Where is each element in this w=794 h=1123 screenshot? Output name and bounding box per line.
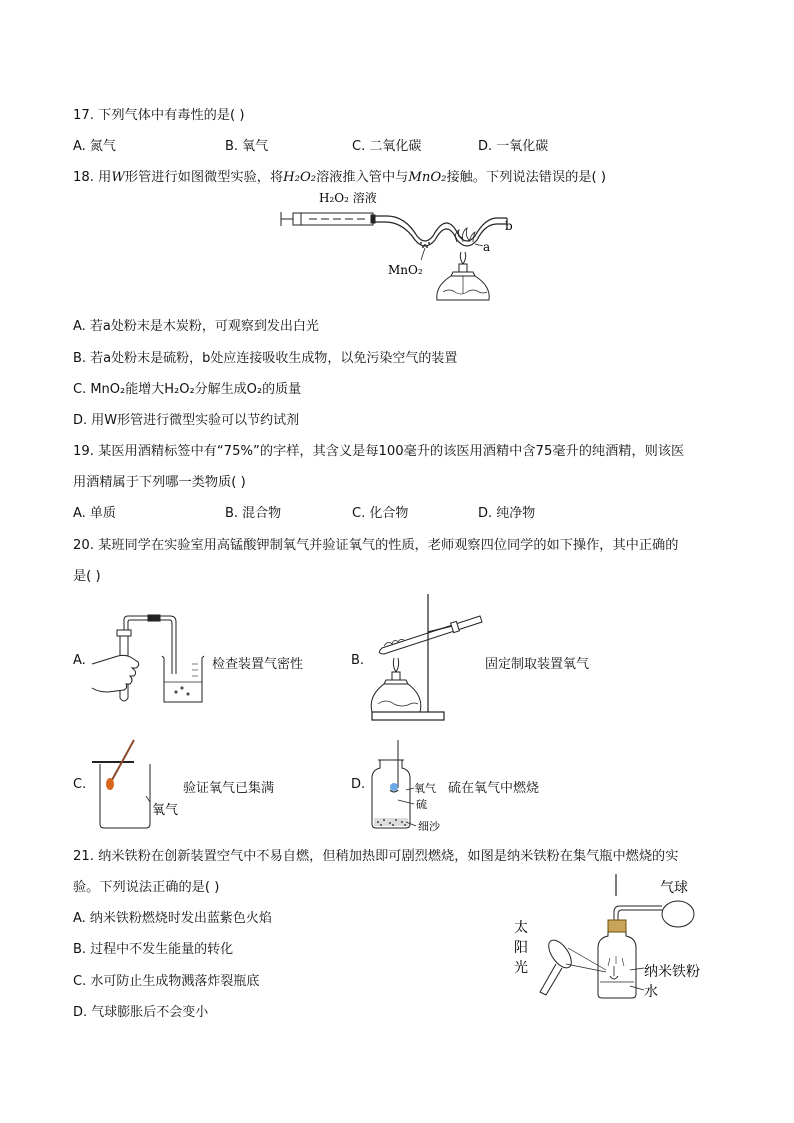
h2o2-solution-label: H₂O₂ 溶液 xyxy=(319,191,377,205)
glowing-splint-icon xyxy=(106,740,134,790)
q19-option-c[interactable]: C. 化合物 xyxy=(352,506,409,521)
label-a: a xyxy=(483,240,491,254)
q19-stem-line1: 19. 某医用酒精标签中有“75%”的字样，其含义是每100毫升的该医用酒精中含75毫升的纯酒精，则该医 xyxy=(73,444,685,459)
q20-option-a-figure xyxy=(88,612,218,707)
slanted-test-tube-icon xyxy=(379,616,482,654)
oxygen-label-d: 氧气 xyxy=(414,782,436,795)
mno2-label: MnO₂ xyxy=(388,263,423,277)
q20-stem-line1: 20. 某班同学在实验室用高锰酸钾制氧气并验证氧气的性质，老师观察四位同学的如下操作，其中正确的 xyxy=(73,538,679,553)
q20-option-a-caption: 检查装置气密性 xyxy=(212,657,304,672)
q18-option-a[interactable]: A. 若a处粉末是木炭粉，可观察到发出白光 xyxy=(73,319,319,334)
q18-option-c[interactable]: C. MnO₂能增大H₂O₂分解生成O₂的质量 xyxy=(73,382,302,397)
balloon-label: 气球 xyxy=(660,880,688,896)
gas-bottle-icon xyxy=(92,762,150,828)
q19-option-d[interactable]: D. 纯净物 xyxy=(478,506,536,521)
q18-w-tube-figure xyxy=(275,188,525,308)
q21-stem-line1: 21. 纳米铁粉在创新装置空气中不易自燃，但稍加热即可剧烈燃烧，如图是纳米铁粉在集气瓶中燃烧的实 xyxy=(73,849,679,864)
gas-bottle-icon xyxy=(372,740,410,828)
q20-option-d-caption: 硫在氧气中燃烧 xyxy=(448,781,540,796)
q21-option-d[interactable]: D. 气球膨胀后不会变小 xyxy=(73,1005,209,1020)
q21-stem-line2: 验。下列说法正确的是( ) xyxy=(73,880,220,895)
q21-option-c[interactable]: C. 水可防止生成物溅落炸裂瓶底 xyxy=(73,974,260,989)
q20-option-d-letter[interactable]: D. xyxy=(351,777,366,792)
label-b: b xyxy=(505,219,513,233)
alcohol-lamp-icon xyxy=(437,252,489,300)
hand-icon xyxy=(92,655,139,692)
q20-option-b-figure xyxy=(368,592,488,724)
sunlight-char-3: 光 xyxy=(514,960,528,976)
q17-option-a[interactable]: A. 氮气 xyxy=(73,139,116,154)
sulfur-label: 硫 xyxy=(416,798,427,811)
oxygen-label-c: 氧气 xyxy=(152,803,179,818)
q20-option-c-figure xyxy=(90,738,190,833)
q21-figure xyxy=(510,872,725,1002)
q19-option-b[interactable]: B. 混合物 xyxy=(225,506,282,521)
q21-option-b[interactable]: B. 过程中不发生能量的转化 xyxy=(73,942,234,957)
combustion-spoon-icon xyxy=(390,783,398,792)
q20-option-a-letter[interactable]: A. xyxy=(73,653,86,668)
sunlight-char-1: 太 xyxy=(514,920,528,936)
q19-option-a[interactable]: A. 单质 xyxy=(73,506,116,521)
fine-sand-icon xyxy=(374,818,408,826)
fine-sand-label: 细沙 xyxy=(418,820,440,833)
q20-option-b-letter[interactable]: B. xyxy=(351,653,365,668)
q20-stem-line2: 是( ) xyxy=(73,569,101,584)
q20-option-b-caption: 固定制取装置氧气 xyxy=(485,657,590,672)
q19-stem-line2: 用酒精属于下列哪一类物质( ) xyxy=(73,475,246,490)
magnifying-glass-icon xyxy=(540,936,606,995)
sunlight-char-2: 阳 xyxy=(514,940,528,956)
q18-option-d[interactable]: D. 用W形管进行微型实验可以节约试剂 xyxy=(73,413,300,428)
q18-option-b[interactable]: B. 若a处粉末是硫粉，b处应连接吸收生成物，以免污染空气的装置 xyxy=(73,351,458,366)
q17-stem: 17. 下列气体中有毒性的是( ) xyxy=(73,108,245,123)
nano-iron-label: 纳米铁粉 xyxy=(644,964,700,980)
q21-option-a[interactable]: A. 纳米铁粉燃烧时发出蓝紫色火焰 xyxy=(73,911,272,926)
q17-option-d[interactable]: D. 一氧化碳 xyxy=(478,139,549,154)
beaker-icon xyxy=(162,656,204,702)
q20-option-c-letter[interactable]: C. xyxy=(73,777,87,792)
q18-stem: 18. 用W形管进行如图微型实验，将H₂O₂溶液推入管中与MnO₂接触。下列说法错误的是( ) xyxy=(73,170,607,185)
q17-option-c[interactable]: C. 二氧化碳 xyxy=(352,139,422,154)
water-label: 水 xyxy=(644,984,658,1000)
alcohol-lamp-icon xyxy=(371,658,421,712)
gas-bottle-icon xyxy=(598,874,636,998)
q17-option-b[interactable]: B. 氧气 xyxy=(225,139,269,154)
q20-option-c-caption: 验证氧气已集满 xyxy=(183,781,275,796)
syringe-icon xyxy=(281,212,375,226)
flame-marks-icon xyxy=(608,956,624,966)
